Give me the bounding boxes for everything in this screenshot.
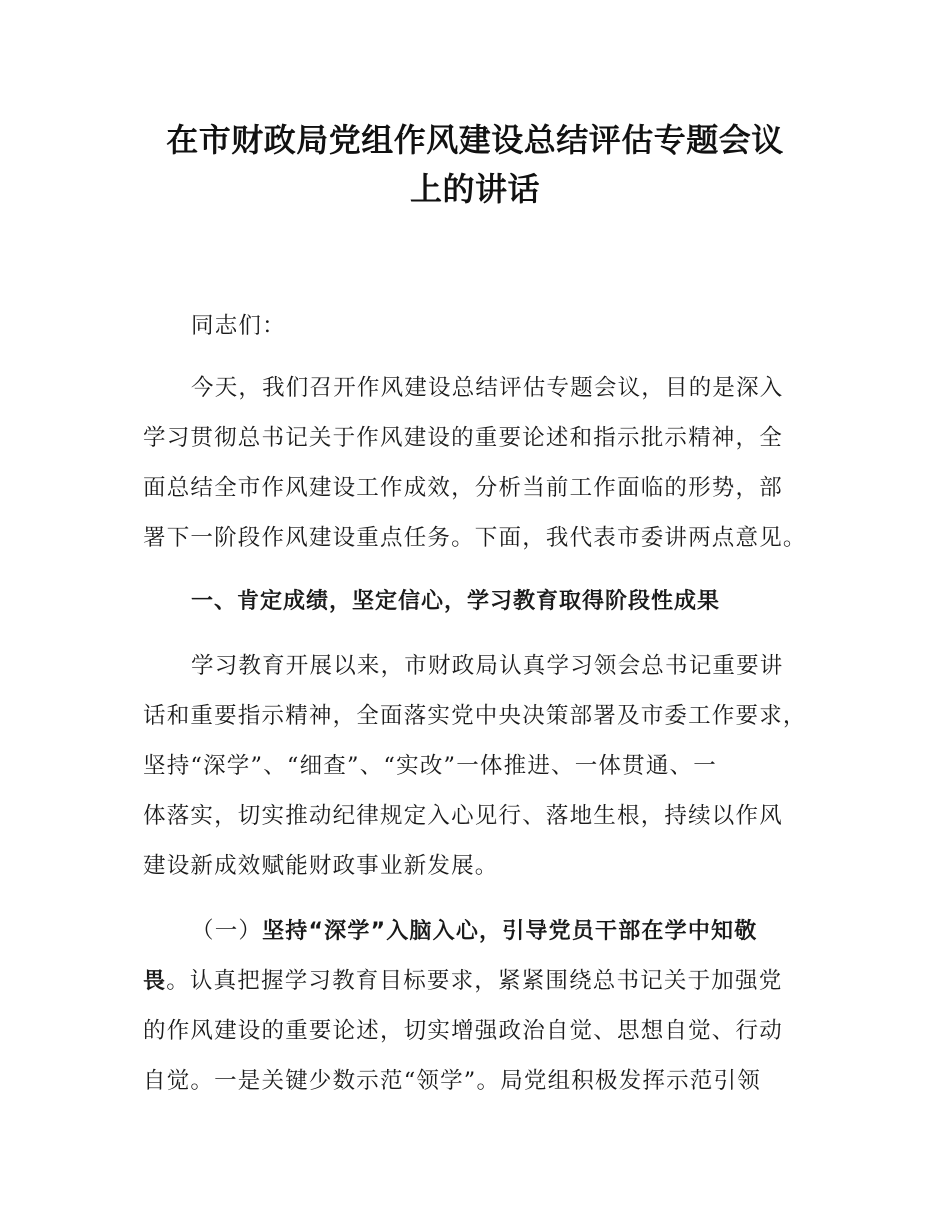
section-1-heading: 一、肯定成绩，坚定信心，学习教育取得阶段性成果 <box>191 589 721 614</box>
intro-line-4: 署下一阶段作风建设重点任务。下面，我代表市委讲两点意见。 <box>143 525 807 551</box>
subsection-1-heading: 坚持“深学”入脑入心，引导党员干部在学中知敬 <box>262 919 758 944</box>
subsection-1-text: 。认真把握学习教育目标要求，紧紧围绕总书记关于加强党 <box>166 968 783 994</box>
section-1-line-1: 学习教育开展以来，市财政局认真学习领会总书记重要讲 <box>191 653 784 679</box>
subsection-1-line-1 <box>191 906 811 957</box>
subsection-1-number: （一） <box>191 918 263 944</box>
document-title-line-1: 在市财政局党组作风建设总结评估专题会议 <box>166 121 784 159</box>
subsection-1-line-3: 的作风建设的重要论述，切实增强政治自觉、思想自觉、行动 <box>143 1018 783 1044</box>
subsection-1-line-4: 自觉。一是关键少数示范“领学”。局党组积极发挥示范引领 <box>143 1068 761 1094</box>
section-1-line-2: 话和重要指示精神，全面落实党中央决策部署及市委工作要求， <box>143 703 807 729</box>
section-1-line-4: 体落实，切实推动纪律规定入心见行、落地生根，持续以作风 <box>143 803 783 829</box>
section-1-line-5: 建设新成效赋能财政事业新发展。 <box>143 853 499 879</box>
subsection-1-line-2 <box>143 956 813 1007</box>
salutation: 同志们： <box>191 313 286 339</box>
intro-line-3: 面总结全市作风建设工作成效，分析当前工作面临的形势，部 <box>143 475 783 501</box>
subsection-1-heading-end: 畏 <box>143 969 167 994</box>
document-title-line-2: 上的讲话 <box>409 170 540 208</box>
intro-line-1: 今天，我们召开作风建设总结评估专题会议，目的是深入 <box>191 375 784 401</box>
intro-line-2: 学习贯彻总书记关于作风建设的重要论述和指示批示精神，全 <box>143 425 783 451</box>
section-1-line-3: 坚持“深学”、“细查”、“实改”一体推进、一体贯通、一 <box>143 753 717 779</box>
